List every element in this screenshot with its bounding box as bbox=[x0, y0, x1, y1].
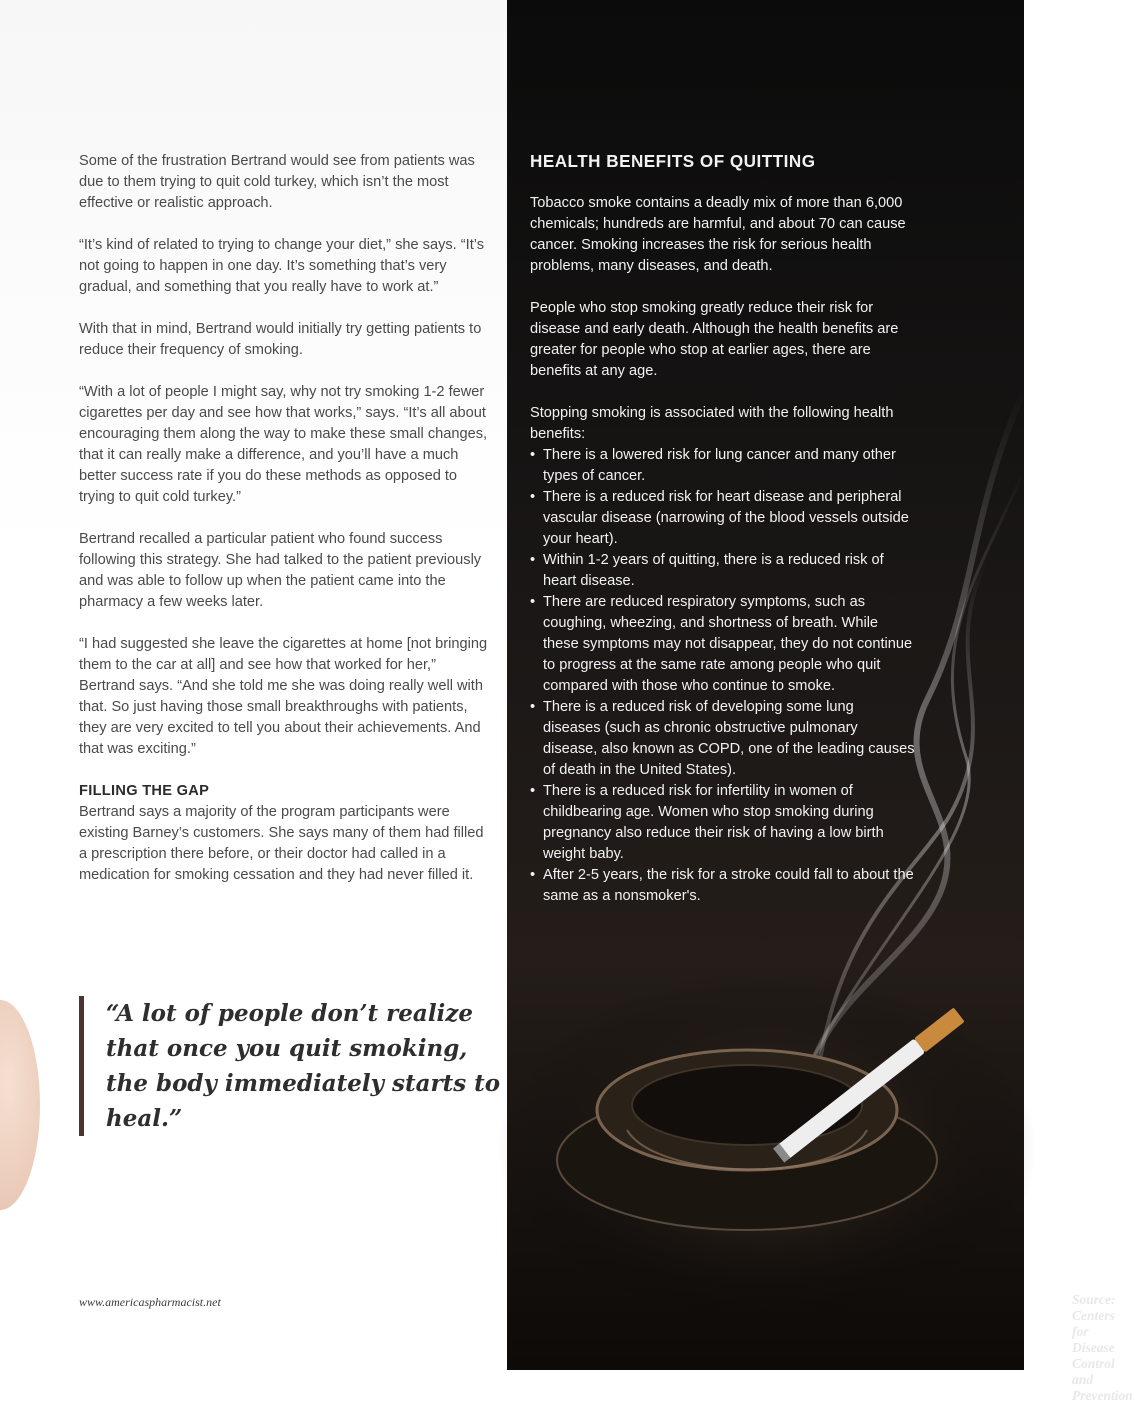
footer-url: www.americaspharmacist.net bbox=[79, 1295, 221, 1309]
article-paragraph: “With a lot of people I might say, why not try smoking 1-2 fewer cigarettes per day and see how that works,” says. “It’s all about encouraging them along the way to make these small changes, that it can really make a difference, and you’ll have a much better success rate if you do these methods as opposed to trying to quit cold turkey.” bbox=[79, 384, 488, 505]
article-paragraph: Bertrand recalled a particular patient who found success following this strategy. She had talked to the patient previously and was able to follow up when the patient came into the pharmacy a few weeks later. bbox=[79, 531, 482, 610]
source-credit: Source: Centers for Disease Control and Prevention bbox=[1072, 1292, 1133, 1403]
sidebar-title: HEALTH BENEFITS OF QUITTING bbox=[530, 152, 816, 171]
sidebar-paragraph: People who stop smoking greatly reduce their risk for disease and early death. Although the health benefits are greater for people who stop at earlier ages, there are benefits at any age. bbox=[530, 300, 899, 379]
hand-photo-edge bbox=[0, 1000, 40, 1210]
benefit-item: • Within 1-2 years of quitting, there is a reduced risk of heart disease. bbox=[530, 550, 915, 592]
article-paragraph: Some of the frustration Bertrand would see from patients was due to them trying to quit cold turkey, which isn’t the most effective or realistic approach. bbox=[79, 153, 475, 211]
article-paragraph: “It’s kind of related to trying to change your diet,” she says. “It’s not going to happen in one day. It’s something that’s very gradual, and something that you really have to work at.” bbox=[79, 237, 485, 295]
benefit-item: • There are reduced respiratory symptoms, such as coughing, wheezing, and shortness of breath. While these symptoms may not disappear, they do not continue to progress at the same rate among people who quit compared with those who continue to smoke. bbox=[530, 592, 915, 697]
article-paragraph: With that in mind, Bertrand would initially try getting patients to reduce their frequency of smoking. bbox=[79, 321, 482, 358]
pull-quote-text: “A lot of people don’t realize that once you quit smoking, the body immediately starts to heal.” bbox=[106, 1000, 501, 1132]
article-paragraph: Bertrand says a majority of the program participants were existing Barney’s customers. She says many of them had filled a prescription there before, or their doctor had called in a medication for smoking cessation and they had never filled it. bbox=[79, 804, 484, 883]
article-paragraph: “I had suggested she leave the cigarettes at home [not bringing them to the car at all] and see how that worked for her,” Bertrand says. “And she told me she was doing really well with that. So just having those small breakthroughs with patients, they are very excited to tell you about their achievements. And that was exciting.” bbox=[79, 636, 488, 757]
benefit-item: • There is a reduced risk for infertility in women of childbearing age. Women who stop smoking during pregnancy also reduce their risk of having a low birth weight baby. bbox=[530, 781, 915, 865]
pull-quote bbox=[79, 996, 506, 1136]
section-subhead: FILLING THE GAP bbox=[79, 783, 210, 799]
article-body bbox=[79, 151, 494, 886]
article-column bbox=[0, 0, 507, 1370]
benefit-item: • After 2-5 years, the risk for a stroke could fall to about the same as a nonsmoker's. bbox=[530, 865, 915, 907]
sidebar-paragraph: Stopping smoking is associated with the following health benefits: bbox=[530, 405, 894, 442]
benefit-item: • There is a reduced risk of developing some lung diseases (such as chronic obstructive pulmonary disease, also known as COPD, one of the leading causes of death in the United States). bbox=[530, 697, 915, 781]
sidebar-paragraph: Tobacco smoke contains a deadly mix of more than 6,000 chemicals; hundreds are harmful, and about 70 can cause cancer. Smoking increases the risk for serious health problems, many diseases, and death. bbox=[530, 195, 906, 274]
benefit-item: • There is a lowered risk for lung cancer and many other types of cancer. bbox=[530, 445, 915, 487]
benefit-item: • There is a reduced risk for heart disease and peripheral vascular disease (narrowing of the blood vessels outside your heart). bbox=[530, 487, 915, 550]
health-benefits-sidebar bbox=[530, 151, 915, 907]
benefits-list bbox=[530, 445, 915, 907]
